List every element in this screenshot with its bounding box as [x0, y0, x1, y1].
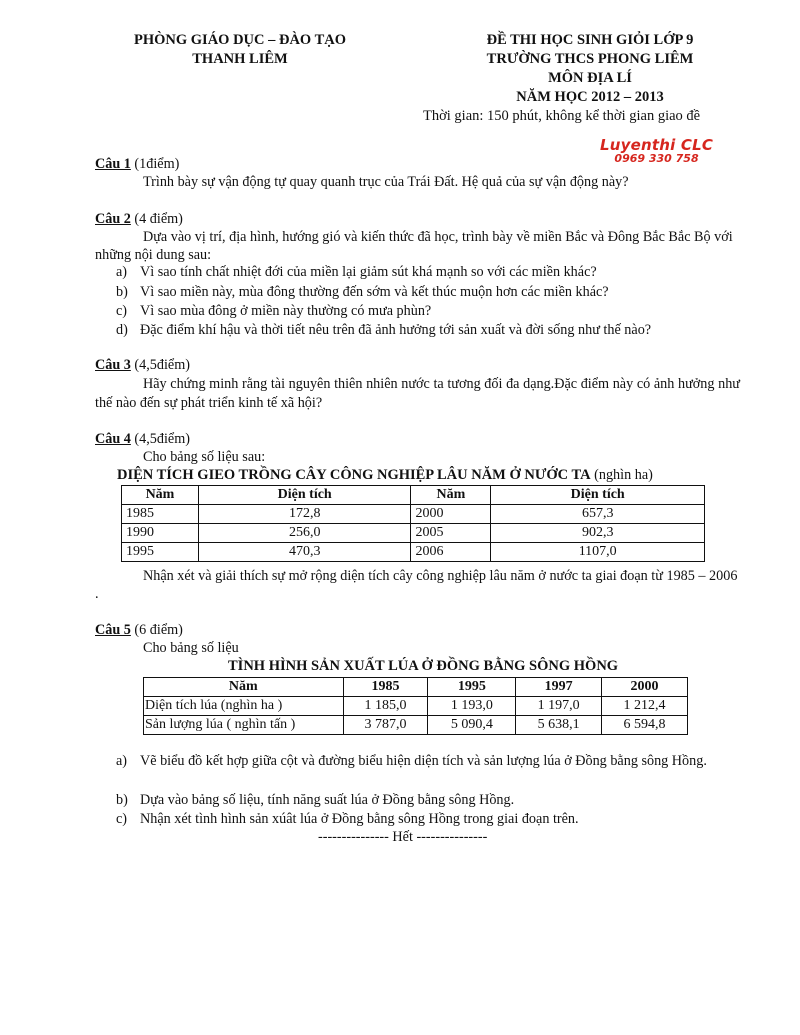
- item-label: c): [116, 811, 128, 827]
- table-header-cell: Năm: [144, 678, 344, 697]
- question-2-points: (4 điểm): [130, 211, 183, 227]
- table-row: [122, 505, 705, 524]
- table-cell: 1990: [122, 524, 199, 543]
- school-year: NĂM HỌC 2012 – 2013: [516, 89, 664, 105]
- question-1-label: Câu 1: [95, 156, 131, 172]
- question-4-text: Nhận xét và giải thích sự mở rộng diện tích cây công nghiệp lâu năm ở nước ta giai đoạn từ 1985 – 2006 .: [95, 568, 738, 602]
- table-1-title: DIỆN TÍCH GIEO TRỒNG CÂY CÔNG NGHIỆP LÂU NĂM Ở NƯỚC TA: [117, 467, 591, 483]
- table-2-title: TÌNH HÌNH SẢN XUẤT LÚA Ở ĐỒNG BẰNG SÔNG HỒNG: [228, 658, 619, 674]
- item-label: b): [116, 792, 128, 808]
- crop-area-table: [121, 485, 705, 562]
- table-header-cell: Năm: [122, 486, 199, 505]
- table-header-cell: Diện tích: [491, 486, 705, 505]
- table-2-caption: [228, 658, 618, 675]
- item-text: Dựa vào bảng số liệu, tính năng suất lúa ở Đồng bằng sông Hồng.: [140, 792, 515, 808]
- question-4-title: [95, 431, 190, 448]
- department-name: PHÒNG GIÁO DỤC – ĐÀO TẠO: [133, 32, 346, 48]
- district-name: THANH LIÊM: [192, 51, 288, 67]
- question-2-label: Câu 2: [95, 211, 131, 227]
- exam-title: ĐỀ THI HỌC SINH GIỎI LỚP 9: [486, 32, 694, 48]
- end-marker: --------------- Hết ---------------: [318, 829, 488, 845]
- question-2-text: Dựa vào vị trí, địa hình, hướng gió và kiến thức đã học, trình bày về miền Bắc và Đông Bắc Bắc Bộ với những nội dung sau:: [95, 229, 733, 263]
- table-header-cell: 1997: [516, 678, 602, 697]
- table-cell: 2006: [411, 543, 491, 562]
- table-cell: 3 787,0: [343, 716, 428, 735]
- question-2-item-a: [116, 264, 741, 281]
- question-1-points: (1điểm): [130, 156, 180, 172]
- stamp-phone: 0969 330 758: [614, 152, 699, 165]
- question-1-text: Trình bày sự vận động tự quay quanh trục của Trái Đất. Hệ quả của sự vận động này?: [143, 174, 629, 190]
- table-row: [144, 697, 688, 716]
- subject-name: MÔN ĐỊA LÍ: [548, 70, 632, 86]
- question-4-label: Câu 4: [95, 431, 131, 447]
- question-3-points: (4,5điểm): [130, 357, 190, 373]
- table-cell: Diện tích lúa (nghìn ha ): [144, 697, 344, 716]
- item-text: Vẽ biểu đồ kết hợp giữa cột và đường biểu hiện diện tích và sản lượng lúa ở Đồng bằng sông Hồng.: [140, 753, 707, 769]
- table-cell: 1 197,0: [516, 697, 602, 716]
- question-4-points: (4,5điểm): [130, 431, 190, 447]
- item-label: b): [116, 284, 128, 300]
- question-3-title: [95, 357, 190, 374]
- table-cell: 1107,0: [491, 543, 705, 562]
- table-cell: 1985: [122, 505, 199, 524]
- question-5-intro: Cho bảng số liệu: [143, 640, 239, 656]
- table-header-cell: 2000: [602, 678, 688, 697]
- table-cell: 1 193,0: [428, 697, 516, 716]
- watermark-stamp: [600, 136, 713, 165]
- item-text: Vì sao miền này, mùa đông thường đến sớm và kết thúc muộn hơn các miền khác?: [140, 284, 609, 300]
- school-name: TRƯỜNG THCS PHONG LIÊM: [486, 51, 694, 67]
- table-cell: 1 185,0: [343, 697, 428, 716]
- stamp-name: Luyenthi CLC: [600, 136, 714, 154]
- item-label: c): [116, 303, 128, 319]
- table-cell: 256,0: [198, 524, 411, 543]
- question-2-title: [95, 211, 183, 228]
- table-cell: 2005: [411, 524, 491, 543]
- question-5-item-a: [116, 751, 741, 771]
- table-cell: 5 090,4: [428, 716, 516, 735]
- table-cell: 172,8: [198, 505, 411, 524]
- header-left: [95, 31, 385, 69]
- item-label: d): [116, 322, 128, 338]
- table-row: [144, 716, 688, 735]
- item-text: Nhận xét tình hình sản xúât lúa ở Đồng bằng sông Hồng trong giai đoạn trên.: [140, 811, 579, 827]
- table-header-cell: Diện tích: [198, 486, 411, 505]
- time-limit: Thời gian: 150 phút, không kể thời gian giao đề: [423, 108, 701, 124]
- table-cell: 657,3: [491, 505, 705, 524]
- table-1-caption: [117, 467, 653, 484]
- table-cell: 902,3: [491, 524, 705, 543]
- question-2-item-b: [116, 284, 741, 301]
- question-5-item-b: [116, 792, 741, 809]
- table-header-cell: 1985: [343, 678, 428, 697]
- header-right: [420, 31, 760, 107]
- item-label: a): [116, 753, 128, 769]
- table-header-row: [122, 486, 705, 505]
- rice-production-table: [143, 677, 688, 735]
- table-cell: 470,3: [198, 543, 411, 562]
- item-text: Vì sao tính chất nhiệt đới của miền lại giảm sút khá mạnh so với các miền khác?: [140, 264, 597, 280]
- table-header-row: [144, 678, 688, 697]
- table-cell: 1 212,4: [602, 697, 688, 716]
- question-3-text: Hãy chứng minh rằng tài nguyên thiên nhiên nước ta tương đối đa dạng.Đặc điểm này có ảnh hưởng như thế nào đến sự phát triển kinh tế xã hội?: [95, 376, 740, 411]
- table-row: [122, 543, 705, 562]
- question-3-label: Câu 3: [95, 357, 131, 373]
- item-text: Đặc điểm khí hậu và thời tiết nêu trên đã ảnh hưởng tới sản xuất và đời sống như thế nào?: [140, 322, 652, 338]
- table-cell: Sản lượng lúa ( nghìn tấn ): [144, 716, 344, 735]
- table-header-cell: 1995: [428, 678, 516, 697]
- question-4-intro: Cho bảng số liệu sau:: [143, 449, 266, 465]
- table-cell: 1995: [122, 543, 199, 562]
- question-2-item-c: [116, 303, 741, 320]
- table-cell: 2000: [411, 505, 491, 524]
- question-1-title: [95, 156, 179, 173]
- question-5-label: Câu 5: [95, 622, 131, 638]
- table-cell: 6 594,8: [602, 716, 688, 735]
- question-5-points: (6 điểm): [130, 622, 183, 638]
- table-row: [122, 524, 705, 543]
- item-label: a): [116, 264, 128, 280]
- question-5-item-c: [116, 811, 741, 828]
- table-cell: 5 638,1: [516, 716, 602, 735]
- question-5-title: [95, 622, 183, 639]
- table-1-unit: (nghìn ha): [590, 467, 653, 483]
- table-header-cell: Năm: [411, 486, 491, 505]
- item-text: Vì sao mùa đông ở miền này thường có mưa phùn?: [140, 303, 432, 319]
- question-2-item-d: [116, 322, 741, 339]
